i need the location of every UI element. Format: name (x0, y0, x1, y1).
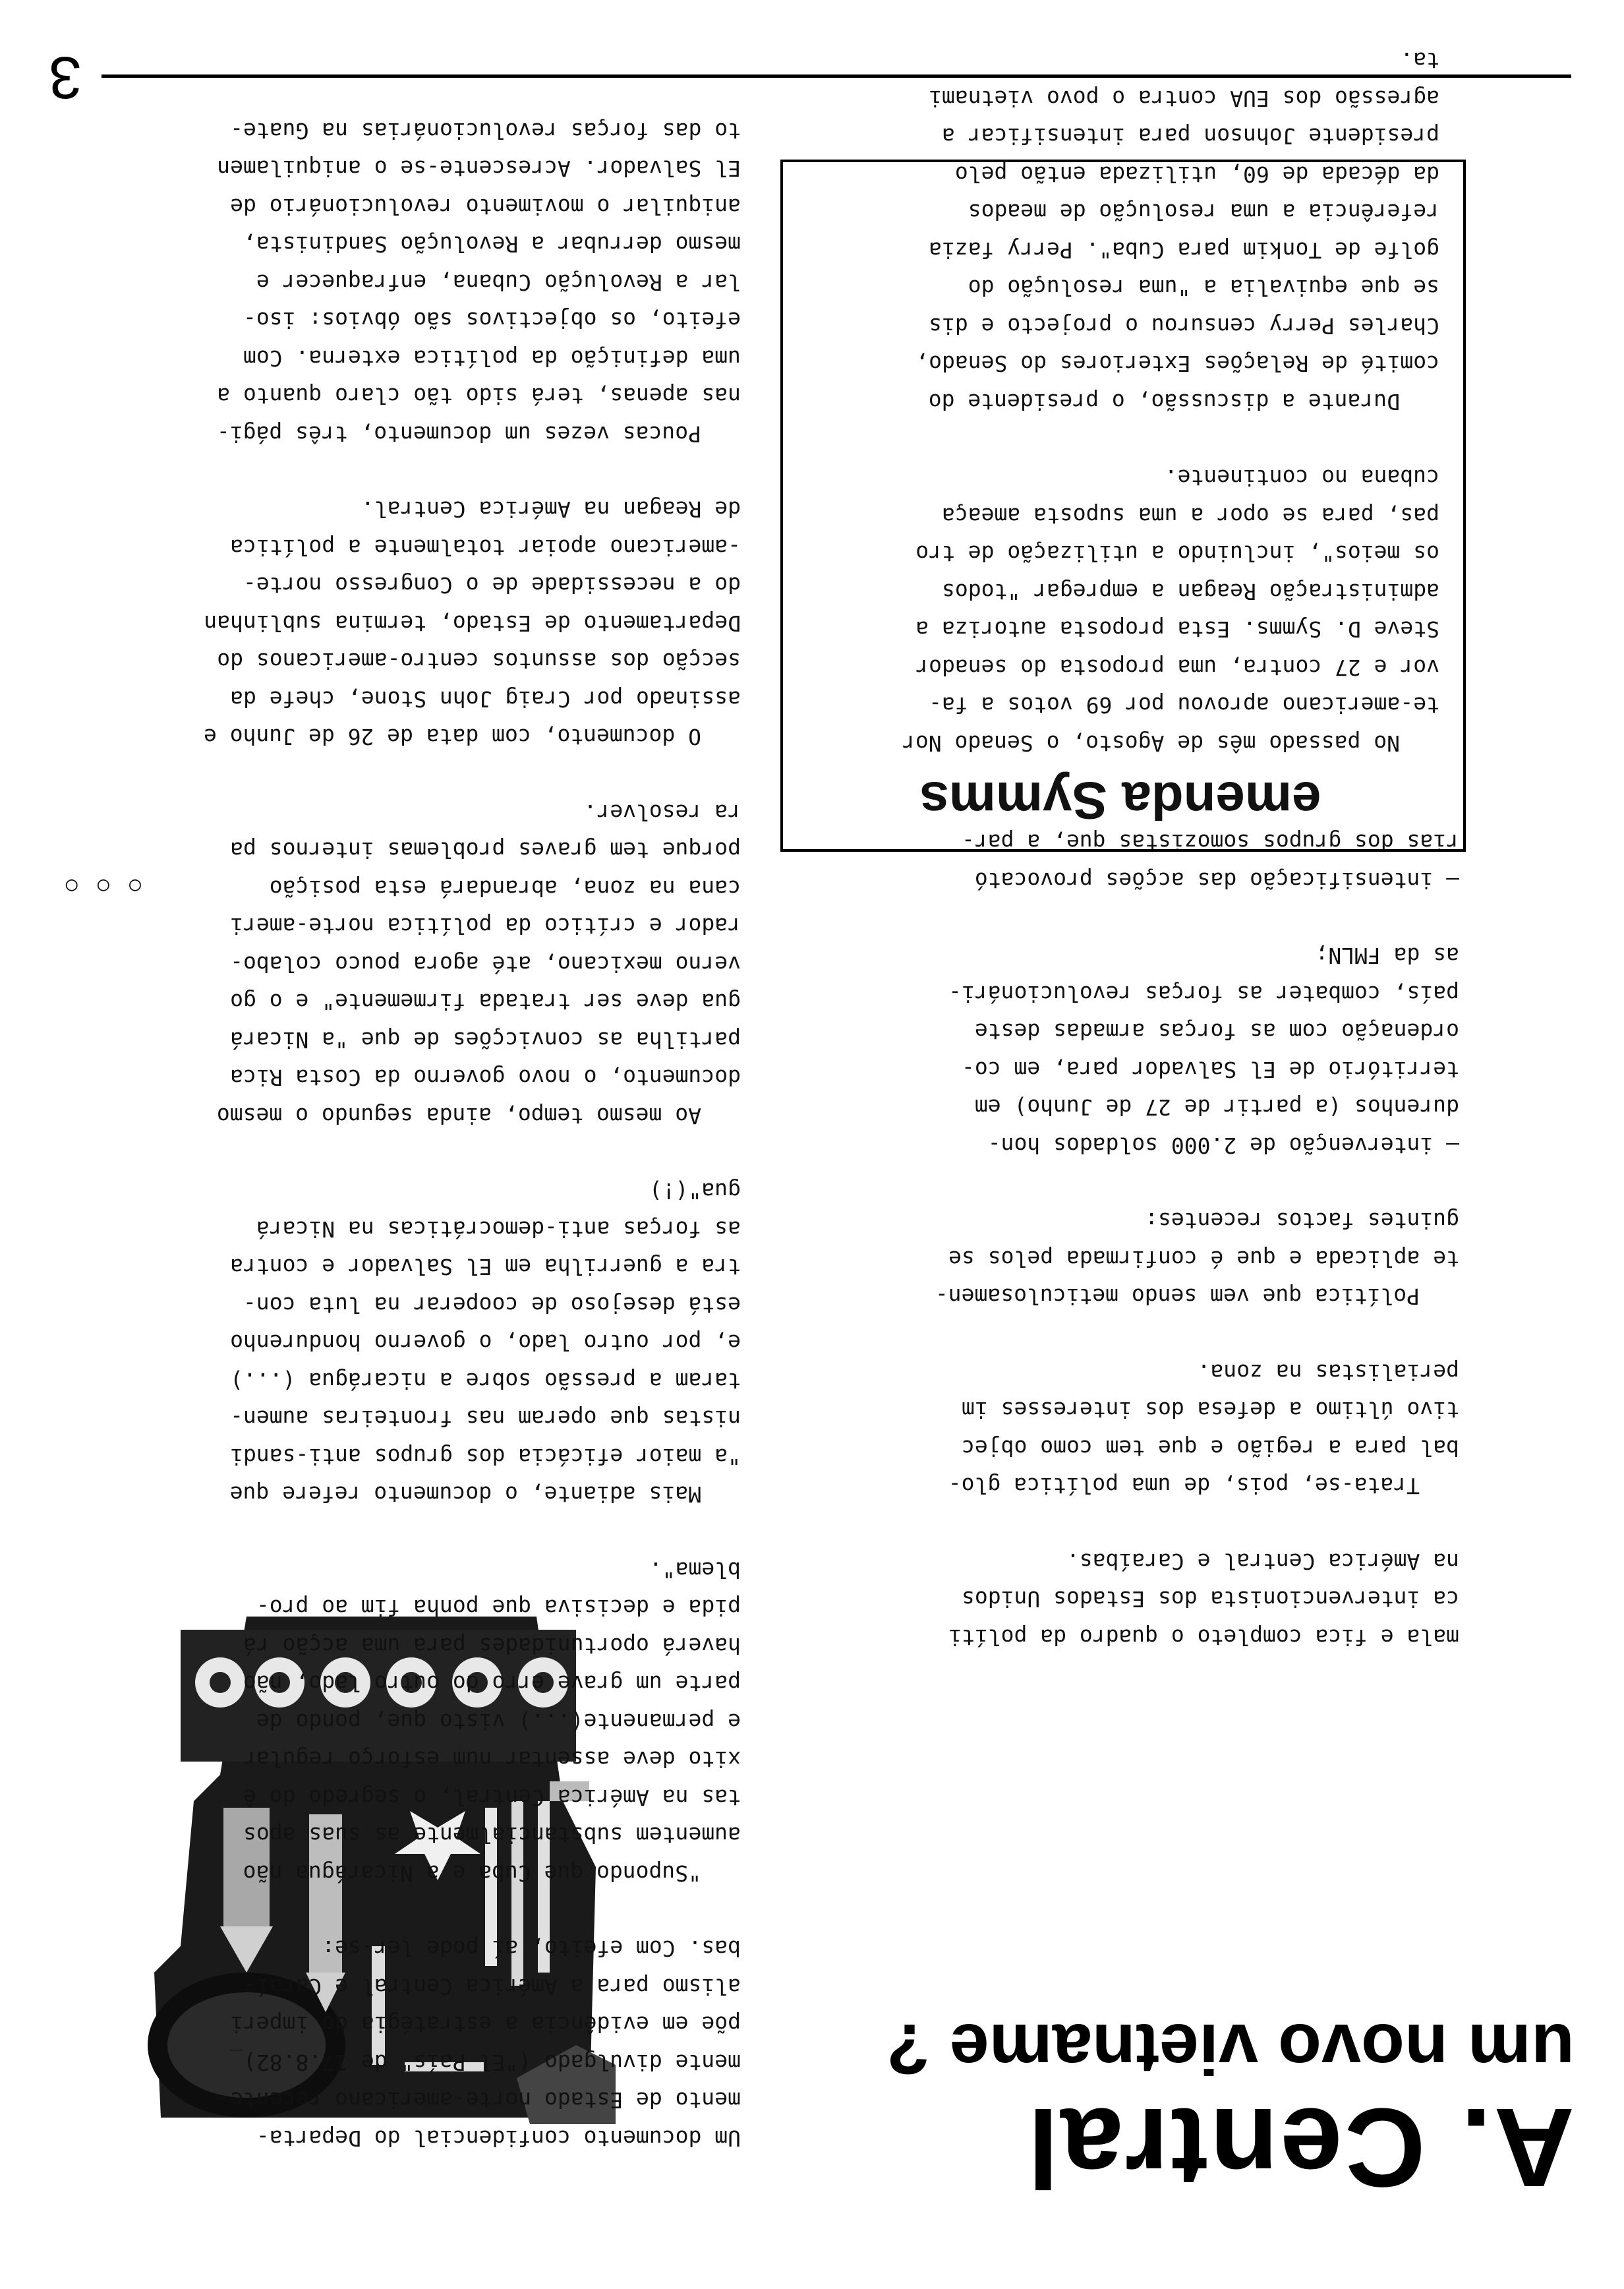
facts-list (813, 823, 1459, 1164)
paragraph: Política que vem sendo meticulosamen- te aplicada e que é confirmada pelos se guintes factos recentes: (935, 1208, 1459, 1310)
paragraph: Poucas vezes um documento, três pági- nas apenas, terá sido tão claro quanto a uma definição da política externa. Com efeito, os objectivos são óbvios: iso- lar a Revolução Cubana, enfraquecer e mesmo derrubar a Revolução Sandinista, aniquilar o movimento revolucionário de El Salvador. Acrescente-se o aniquilamen to das forças revolucionárias na Guate- (216, 118, 741, 447)
article-column-left (55, 74, 741, 2158)
sidebar-paragraph: No passado mês de Agosto, o Senado Nor te-americano aprovou por 69 votos a fa- vor e 27 contra, uma proposta do senador Steve D. Symms. Esta proposta autoriza a administração Reagan a empregar "todos os meios", incluindo a utilização de tro pas, para se opor a uma suposta ameaça cubana no continente. (902, 465, 1439, 756)
page-title: A. Central (1026, 2085, 1575, 2210)
list-item: – intervenção de 2.000 soldados hon- durenhos (a partir de 27 de Junho) em território de El Salvador para, em co- ordenação com as forças armadas deste país, combater as forças revolucionári- as da FMLN; (813, 937, 1459, 1164)
sidebar-box (780, 47, 1466, 852)
sidebar-title: emenda Symms (919, 771, 1321, 830)
footer-rule (102, 74, 1571, 78)
section-end-dots: ○ ○ ○ (61, 875, 141, 898)
paragraph: Ao mesmo tempo, ainda segundo o mesmo documento, o novo governo da Costa Rica partilha as convicções de que "a Nicará gua deve ser tratada firmemente" e o go verno mexicano, até agora pouco colabo- rador e crítico da política norte-ameri cana na zona, abrandará esta posição porque tem graves problemas internos pa ra resolver. (216, 800, 741, 1129)
article-column-right (813, 786, 1459, 1656)
paragraph: Um documento confidencial do Departa- mento de Estado norte-americano recente- mente divulgado ("El País" de 17.8.82)_ põe em evidência a estratégia do imperi alismo para a América Central e Caraí- bas. Com efeito, aí pode ler-se: (217, 1936, 741, 2151)
list-item: – intensificação das acções provocató rias dos grupos somozistas que, a par- (813, 823, 1459, 899)
page-subtitle: um novo vietname ? (886, 2009, 1575, 2089)
headline (886, 2009, 1575, 2210)
paragraph: mala e fica completo o quadro da políti ca intervencionista dos Estados Unidos na América Central e Caraíbas. (948, 1549, 1459, 1650)
paragraph: Mais adiante, o documento refere que "a maior eficácia dos grupos anti-sandi nistas que operam nas fronteiras aumen- taram a pressão sobre a nicarágua (...) e, por outro lado, o governo hondurenho está desejoso de cooperar na luta con- tra a guerrilha em El Salvador e contra as forças anti-democráticas na Nicará gua"(!) (229, 1178, 741, 1508)
paragraph: Trata-se, pois, de uma política glo- bal para a região e que tem como objec tivo último a defesa dos interesses im perialistas na zona. (948, 1359, 1459, 1499)
paragraph: "Supondo que Cuba e a Nicarágua não aumentem substancialmente as suas apos tas na América Central, o segredo do ê xito deve assentar num esforço regular e permanente(...) visto que, pondo de parte um grave erro do outro lado, não haverá oportunidades para uma acção rá pida e decisiva que ponha fim ao pro- blema". (243, 1557, 741, 1886)
sidebar-paragraph: Durante a discussão, o presidente do comité de Relações Exteriores do Senado, Charles Perry censurou o projecto e dis se que equivalia a "uma resolução do golfe de Tonkim para Cuba". Perry fazia referência a uma resolução de meados da década de 60, utilizada então pelo presidente Johnson para intensificar a agressão dos EUA contra o povo vietnami ta. (915, 47, 1439, 415)
page-number: 3 (48, 44, 82, 110)
paragraph: O documento, com data de 26 de Junho e assinado por Craig John Stone, chefe da secção dos assuntos centro-americanos do Departamento de Estado, termina sublinhan do a necessidade de o Congresso norte- -americano apoiar totalmente a política de Reagan na América Central. (204, 496, 741, 750)
